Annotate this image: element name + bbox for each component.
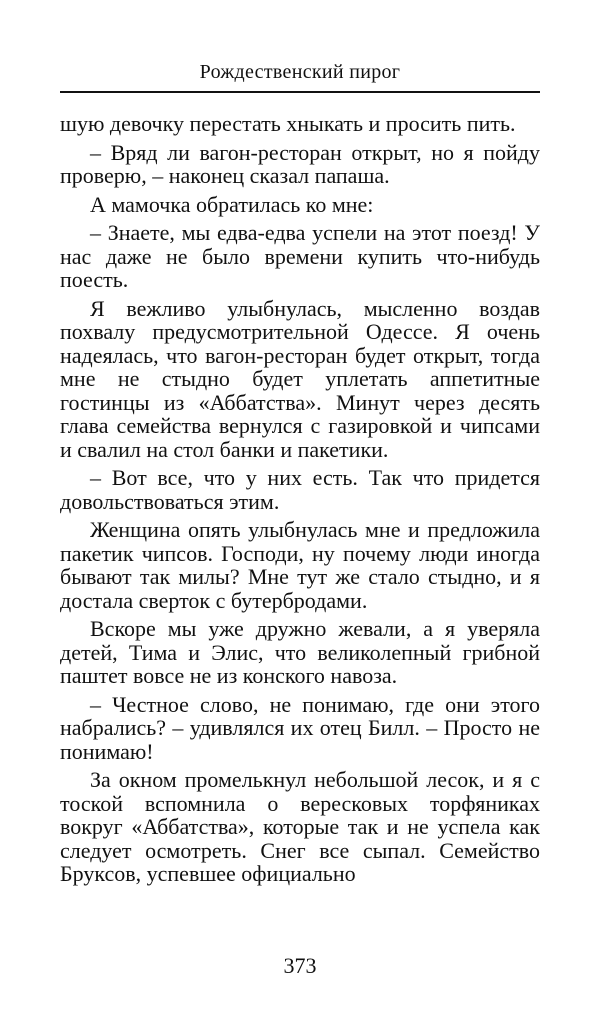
running-title: Рождественский пирог bbox=[199, 61, 401, 83]
paragraph: – Вряд ли вагон-ресторан открыт, но я пойду проверю, – наконец сказал папаша. bbox=[60, 139, 540, 188]
paragraph: Я вежливо улыбнулась, мысленно воздав похвалу предусмотрительной Одессе. Я очень надеялась, что вагон-ресторан будет открыт, тогда мне не стыдно будет уплетать аппетитные гостинцы из «Аббатства». Минут через десять глава семейства вернулся с газировкой и чипсами и свалил на стол банки и пакетики. bbox=[60, 295, 540, 462]
body-text bbox=[60, 112, 540, 891]
paragraph: Женщина опять улыбнулась мне и предложила пакетик чипсов. Господи, ну почему люди иногда бывают так милы? Мне тут же стало стыдно, и я достала сверток с бутербродами. bbox=[60, 517, 540, 613]
paragraph: – Знаете, мы едва-едва успели на этот поезд! У нас даже не было времени купить что-нибудь поесть. bbox=[60, 220, 540, 292]
header-rule bbox=[60, 91, 540, 93]
paragraph: – Честное слово, не понимаю, где они этого набрались? – удивлялся их отец Билл. – Просто не понимаю! bbox=[60, 691, 540, 764]
page-number: 373 bbox=[283, 953, 317, 978]
paragraph: А мамочка обратилась ко мне: bbox=[90, 191, 374, 217]
paragraph: – Вот все, что у них есть. Так что придется довольствоваться этим. bbox=[60, 465, 540, 514]
paragraph: За окном промелькнул небольшой лесок, и я с тоской вспомнила о вересковых торфяниках вокруг «Аббатства», которые так и не успела как следует осмотреть. Снег все сыпал. Семейство Бруксов, успевшее официально bbox=[60, 767, 540, 886]
paragraph: шую девочку перестать хныкать и просить пить. bbox=[60, 111, 516, 136]
paragraph: Вскоре мы уже дружно жевали, а я уверяла детей, Тима и Элис, что великолепный грибной паштет вовсе не из конского навоза. bbox=[60, 616, 540, 688]
